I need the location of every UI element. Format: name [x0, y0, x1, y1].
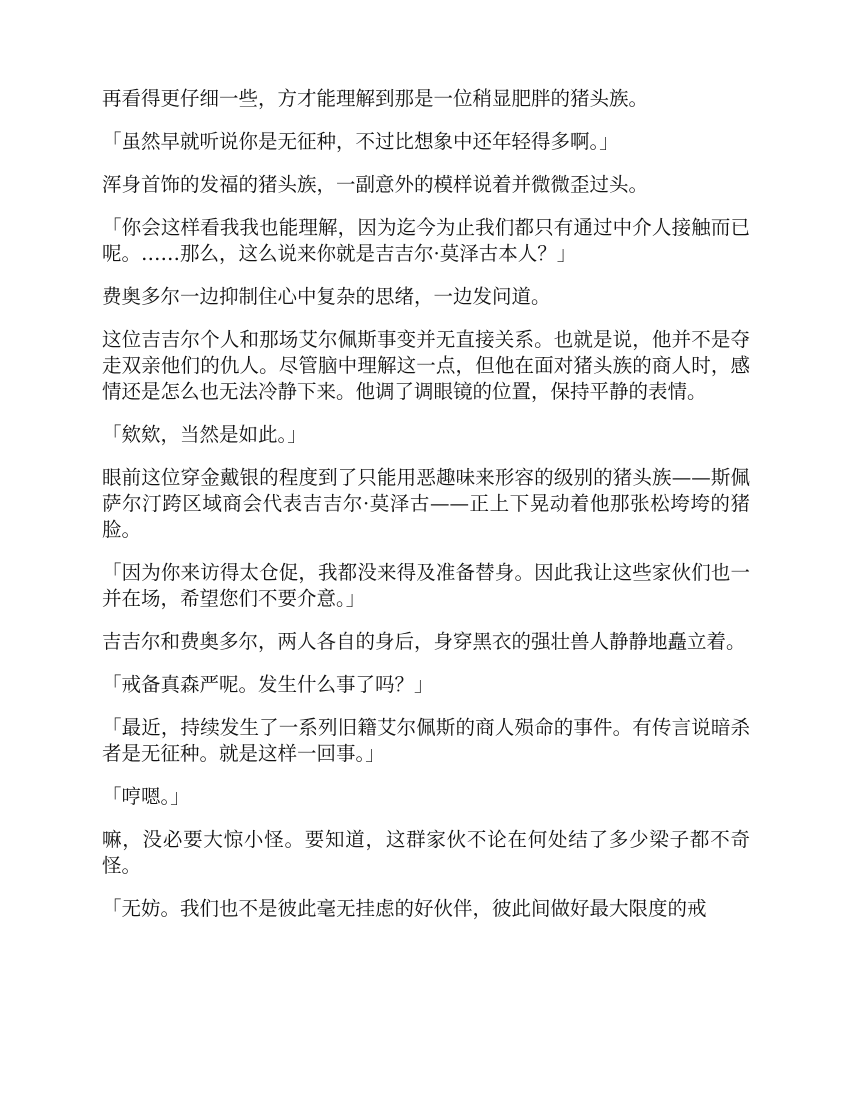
- paragraph: 吉吉尔和费奥多尔，两人各自的身后，身穿黑衣的强壮兽人静静地矗立着。: [102, 630, 746, 653]
- paragraph: 「因为你来访得太仓促，我都没来得及准备替身。因此我让这些家伙们也一并在场，希望您们不要介意。」: [102, 561, 750, 610]
- paragraph: 「欸欸，当然是如此。」: [102, 423, 307, 446]
- paragraph: 浑身首饰的发福的猪头族，一副意外的模样说着并微微歪过头。: [102, 173, 649, 196]
- paragraph: 「你会这样看我我也能理解，因为迄今为止我们都只有通过中介人接触而已呢。……那么，这么说来你就是吉吉尔·莫泽古本人？」: [102, 216, 750, 265]
- paragraph: 再看得更仔细一些，方才能理解到那是一位稍显肥胖的猪头族。: [102, 87, 649, 110]
- paragraph: 「戒备真森严呢。发生什么事了吗？」: [102, 673, 434, 696]
- paragraph: 这位吉吉尔个人和那场艾尔佩斯事变并无直接关系。也就是说，他并不是夺走双亲他们的仇人。尽管脑中理解这一点，但他在面对猪头族的商人时，感情还是怎么也无法冷静下来。他调了调眼镜的位置，保持平静的表情。: [102, 328, 750, 403]
- paragraph: 嘛，没必要大惊小怪。要知道，这群家伙不论在何处结了多少梁子都不奇怪。: [102, 828, 750, 877]
- paragraph: 费奥多尔一边抑制住心中复杂的思绪，一边发问道。: [102, 285, 551, 308]
- paragraph: 「哼嗯。」: [102, 785, 190, 808]
- paragraph: 「无妨。我们也不是彼此毫无挂虑的好伙伴，彼此间做好最大限度的戒: [102, 897, 707, 920]
- paragraph: 「最近，持续发生了一系列旧籍艾尔佩斯的商人殒命的事件。有传言说暗杀者是无征种。就是这样一回事。」: [102, 716, 750, 765]
- paragraph: 眼前这位穿金戴银的程度到了只能用恶趣味来形容的级别的猪头族——斯佩萨尔汀跨区域商会代表吉吉尔·莫泽古——正上下晃动着他那张松垮垮的猪脸。: [102, 466, 750, 541]
- paragraph: 「虽然早就听说你是无征种，不过比想象中还年轻得多啊。」: [102, 130, 619, 153]
